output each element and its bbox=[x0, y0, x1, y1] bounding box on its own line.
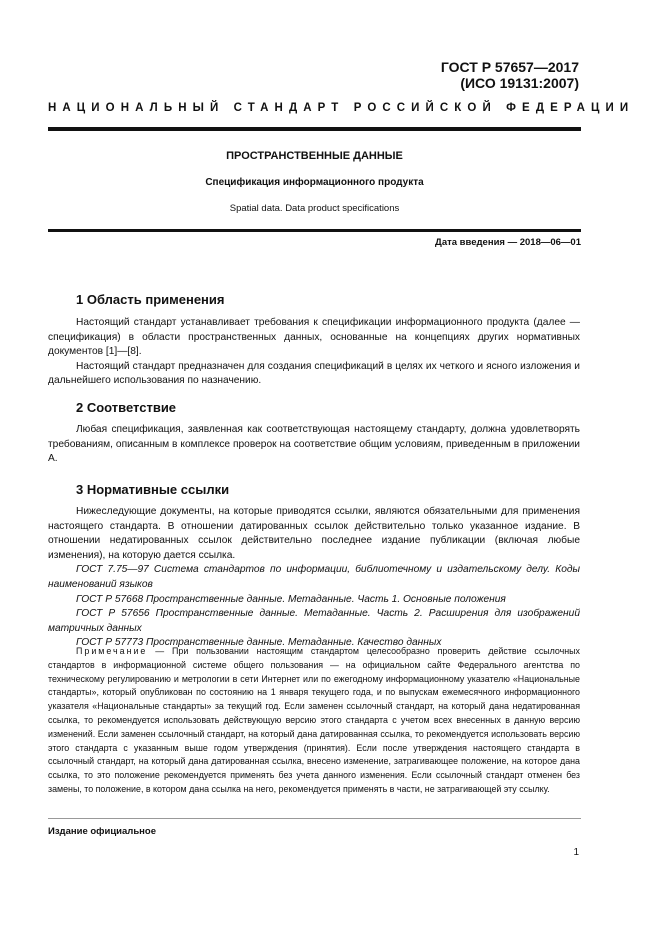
section-2-heading: 2 Соответствие bbox=[76, 400, 177, 415]
document-subtitle: Спецификация информационного продукта bbox=[205, 177, 424, 188]
section-3-text bbox=[48, 505, 580, 651]
national-standard-banner: НАЦИОНАЛЬНЫЙ СТАНДАРТ РОССИЙСКОЙ ФЕДЕРАЦИИ bbox=[48, 102, 635, 114]
normative-reference bbox=[48, 563, 580, 592]
reference-text: ГОСТ Р 57656 Пространственные данные. Метаданные. Часть 2. Расширения для изображений матричных данных bbox=[48, 608, 580, 634]
introduction-date: Дата введения — 2018—06—01 bbox=[435, 237, 581, 248]
standard-designation bbox=[441, 59, 579, 91]
normative-reference bbox=[48, 593, 580, 608]
iso-number: (ИСО 19131:2007) bbox=[460, 75, 579, 91]
normative-reference bbox=[48, 607, 580, 636]
section-3-heading: 3 Нормативные ссылки bbox=[76, 482, 230, 497]
paragraph bbox=[48, 423, 580, 467]
official-edition-label: Издание официальное bbox=[48, 826, 156, 837]
section-1-heading: 1 Область применения bbox=[76, 292, 225, 307]
paragraph bbox=[48, 505, 580, 563]
paragraph-text: Нижеследующие документы, на которые приводятся ссылки, являются обязательными для применения настоящего стандарта. В отношении датированных ссылок действительно только указанное издание. В отношении недатированных ссылок действительно последнее издание публикации (включая любые изменения), на которую дается ссылка. bbox=[48, 506, 580, 561]
reference-note bbox=[48, 645, 580, 797]
footer-divider bbox=[48, 818, 581, 819]
page-number: 1 bbox=[573, 847, 579, 858]
title-rule bbox=[48, 229, 581, 232]
paragraph-text: Любая спецификация, заявленная как соответствующая настоящему стандарту, должна удовлетворять требованиям, описанным в комплексе проверок на соответствие общим условиям, приведенным в приложении А. bbox=[48, 424, 580, 465]
reference-text: ГОСТ Р 57668 Пространственные данные. Метаданные. Часть 1. Основные положения bbox=[76, 593, 506, 605]
reference-text: ГОСТ Р 57773 Пространственные данные. Метаданные. Качество данных bbox=[76, 637, 442, 649]
paragraph-text: Настоящий стандарт устанавливает требования к спецификации информационного продукта (далее — спецификация) в области пространственных данных, основанные на концепциях других нормативных документов [1]—[8]. bbox=[48, 317, 580, 358]
note-label: Примечание bbox=[76, 646, 148, 656]
document-title: ПРОСТРАНСТВЕННЫЕ ДАННЫЕ bbox=[226, 150, 403, 162]
gost-number: ГОСТ Р 57657—2017 bbox=[440, 59, 579, 75]
english-title: Spatial data. Data product specifications bbox=[229, 203, 400, 214]
section-1-text bbox=[48, 316, 580, 389]
note-text: — При пользовании настоящим стандартом целесообразно проверить действие ссылочных стандартов в информационной системе общего пользования — на официальном сайте Федерального агентства по техническому регулированию и метрологии в сети Интернет или по ежегодному информационному указателю «Национальные стандарты», который опубликован по состоянию на 1 января текущего года, и по выпускам ежемесячного информационного указателя «Национальные стандарты» за текущий год. Если заменен ссылочный стандарт, на который дана недатированная ссылка, то рекомендуется использовать действующую версию этого стандарта с учетом всех внесенных в данную версию изменений. Если заменен ссылочный стандарт, на который дана датированная ссылка, то рекомендуется использовать версию этого стандарта с указанным выше годом утверждения (принятия). Если после утверждения настоящего стандарта в ссылочный стандарт, на который дана датированная ссылка, внесено изменение, затрагивающее положение, на которое дана ссылка, то это положение рекомендуется применять без учета данного изменения. Если ссылочный стандарт отменен без замены, то положение, в котором дана ссылка на него, рекомендуется применять в части, не затрагивающей эту ссылку. bbox=[48, 646, 580, 794]
paragraph bbox=[48, 316, 580, 360]
paragraph bbox=[48, 360, 580, 389]
reference-text: ГОСТ 7.75—97 Система стандартов по информации, библиотечному и издательскому делу. Коды наименований языков bbox=[48, 564, 580, 590]
section-2-text bbox=[48, 423, 580, 467]
paragraph-text: Настоящий стандарт предназначен для создания спецификаций в целях их четкого и ясного изложения и дальнейшего использования по назначению. bbox=[48, 360, 580, 387]
header-rule bbox=[48, 127, 581, 131]
